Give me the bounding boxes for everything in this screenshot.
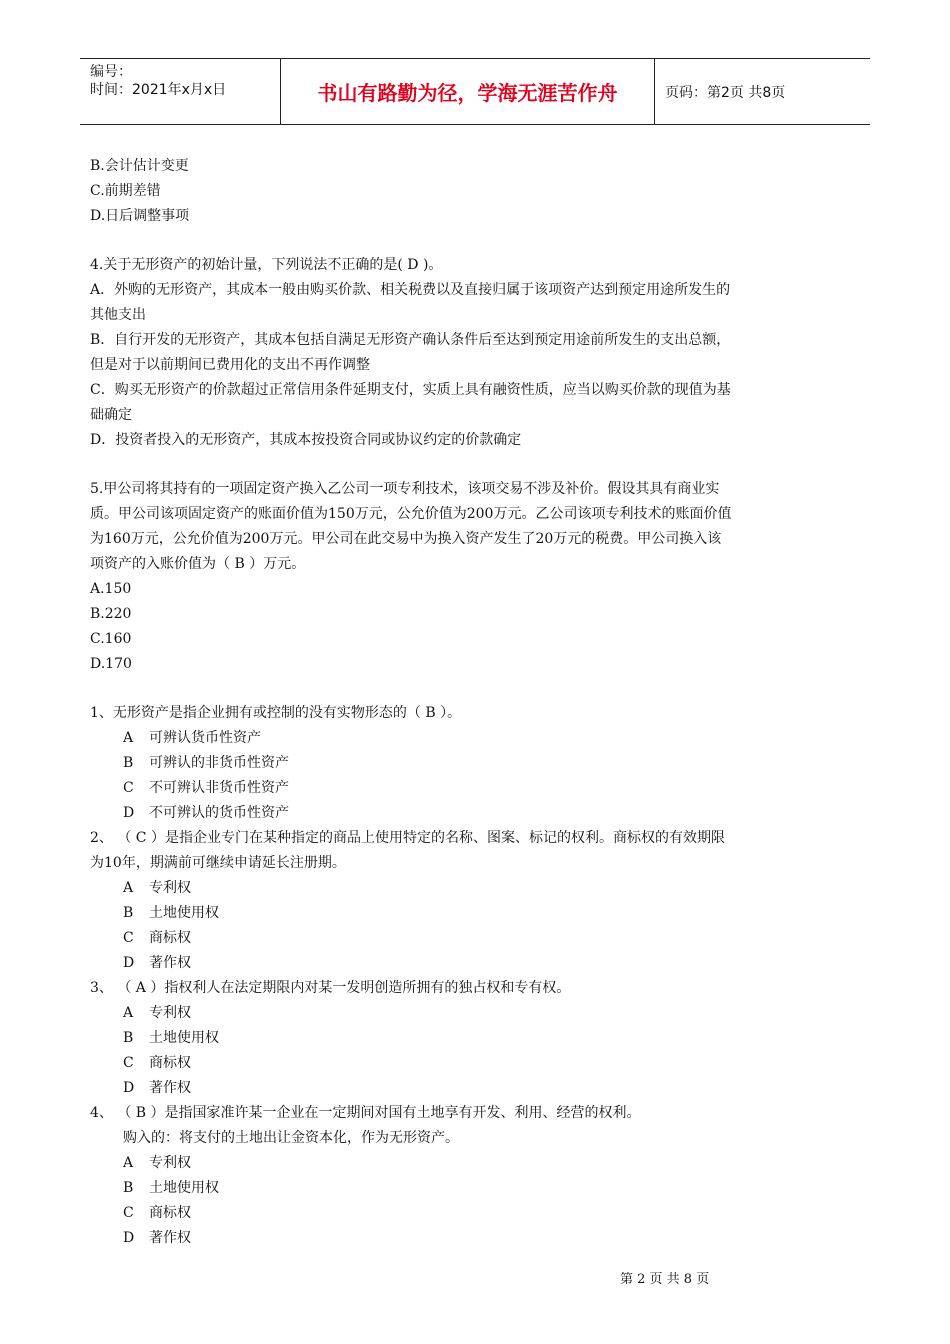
option xyxy=(90,801,865,826)
option xyxy=(90,876,865,901)
option: B.220 xyxy=(90,606,132,622)
option: A.150 xyxy=(90,581,132,597)
option xyxy=(90,1076,865,1101)
option-letter: B xyxy=(123,905,134,921)
option-letter: A xyxy=(123,730,134,746)
option-text: 不可辨认非货币性资产 xyxy=(149,780,289,796)
option-line: C．购买无形资产的价款超过正常信用条件延期支付，实质上具有融资性质，应当以购买价款的现值为基 xyxy=(90,382,731,398)
option xyxy=(90,751,865,776)
option xyxy=(90,901,865,926)
header-motto: 书山有路勤为径，学海无涯苦作舟 xyxy=(281,59,655,124)
question-note: 购入的：将支付的土地出让金资本化，作为无形资产。 xyxy=(123,1130,459,1146)
header-left-cell xyxy=(80,59,281,124)
question-stem: 2、 （ C ）是指企业专门在某种指定的商品上使用特定的名称、图案、标记的权利。商标权的有效期限 xyxy=(90,830,725,846)
option-letter: D xyxy=(123,955,135,971)
option-text: 土地使用权 xyxy=(149,905,219,921)
option-letter: B xyxy=(123,1180,134,1196)
option xyxy=(90,1176,865,1201)
question-stem: 3、 （ A ）指权利人在法定期限内对某一发明创造所拥有的独占权和专有权。 xyxy=(90,980,571,996)
option-line: 础确定 xyxy=(90,407,132,423)
question-stem: 为160万元，公允价值为200万元。甲公司在此交易中为换入资产发生了20万元的税费。甲公司换入该 xyxy=(90,531,722,547)
option: C.160 xyxy=(90,631,132,647)
option-text: 土地使用权 xyxy=(149,1030,219,1046)
option xyxy=(90,1226,865,1251)
document-time-label: 时间：2021年x月x日 xyxy=(90,82,227,98)
page-header xyxy=(80,58,870,125)
document-number-label: 编号： xyxy=(90,64,132,80)
option-text: 土地使用权 xyxy=(149,1180,219,1196)
option: B.会计估计变更 xyxy=(90,158,189,174)
question-stem: 为10年，期满前可继续申请延长注册期。 xyxy=(90,855,346,871)
option-text: 专利权 xyxy=(149,1155,191,1171)
option-text: 商标权 xyxy=(149,1205,191,1221)
option-letter: C xyxy=(123,1055,134,1071)
option-letter: A xyxy=(123,880,134,896)
option-letter: C xyxy=(123,1205,134,1221)
question-stem: 项资产的入账价值为（ B ）万元。 xyxy=(90,556,306,572)
option xyxy=(90,926,865,951)
option-letter: C xyxy=(123,930,134,946)
option-text: 可辨认货币性资产 xyxy=(149,730,261,746)
option-letter: A xyxy=(123,1005,134,1021)
option xyxy=(90,1201,865,1226)
option-line: D．投资者投入的无形资产，其成本按投资合同或协议约定的价款确定 xyxy=(90,432,522,448)
option-text: 专利权 xyxy=(149,1005,191,1021)
option-text: 专利权 xyxy=(149,880,191,896)
option-letter: B xyxy=(123,755,134,771)
option xyxy=(90,1051,865,1076)
option: D.170 xyxy=(90,656,132,672)
header-page-code: 页码：第2页 共8页 xyxy=(665,84,786,101)
question-stem: 4、 （ B ）是指国家准许某一企业在一定期间对国有土地享有开发、利用、经营的权利。 xyxy=(90,1105,641,1121)
option xyxy=(90,726,865,751)
option-letter: B xyxy=(123,1030,134,1046)
option-line: B．自行开发的无形资产，其成本包括自满足无形资产确认条件后至达到预定用途前所发生的支出总额， xyxy=(90,332,731,348)
question-stem: 1、无形资产是指企业拥有或控制的没有实物形态的（ B ）。 xyxy=(90,705,462,721)
document-body xyxy=(90,154,865,1251)
option-text: 著作权 xyxy=(149,1080,191,1096)
option-text: 可辨认的非货币性资产 xyxy=(149,755,289,771)
option xyxy=(90,951,865,976)
option xyxy=(90,1026,865,1051)
option-line: 其他支出 xyxy=(90,307,146,323)
option: C.前期差错 xyxy=(90,183,161,199)
option-line: 但是对于以前期间已费用化的支出不再作调整 xyxy=(90,357,370,373)
option xyxy=(90,776,865,801)
option-letter: D xyxy=(123,1080,135,1096)
option-text: 不可辨认的货币性资产 xyxy=(149,805,289,821)
option-letter: C xyxy=(123,780,134,796)
question-stem: 5.甲公司将其持有的一项固定资产换入乙公司一项专利技术，该项交易不涉及补价。假设其具有商业实 xyxy=(90,481,720,497)
option-line: A．外购的无形资产，其成本一般由购买价款、相关税费以及直接归属于该项资产达到预定用途所发生的 xyxy=(90,282,731,298)
option-text: 著作权 xyxy=(149,1230,191,1246)
option-text: 商标权 xyxy=(149,930,191,946)
question-stem: 质。甲公司该项固定资产的账面价值为150万元，公允价值为200万元。乙公司该项专利技术的账面价值 xyxy=(90,506,732,522)
option xyxy=(90,1151,865,1176)
option-letter: D xyxy=(123,1230,135,1246)
page-footer: 第 2 页 共 8 页 xyxy=(620,1272,710,1287)
option-letter: A xyxy=(123,1155,134,1171)
question-stem: 4.关于无形资产的初始计量，下列说法不正确的是( D )。 xyxy=(90,257,443,273)
option-letter: D xyxy=(123,805,135,821)
option: D.日后调整事项 xyxy=(90,208,190,224)
option-text: 著作权 xyxy=(149,955,191,971)
option-text: 商标权 xyxy=(149,1055,191,1071)
option xyxy=(90,1001,865,1026)
